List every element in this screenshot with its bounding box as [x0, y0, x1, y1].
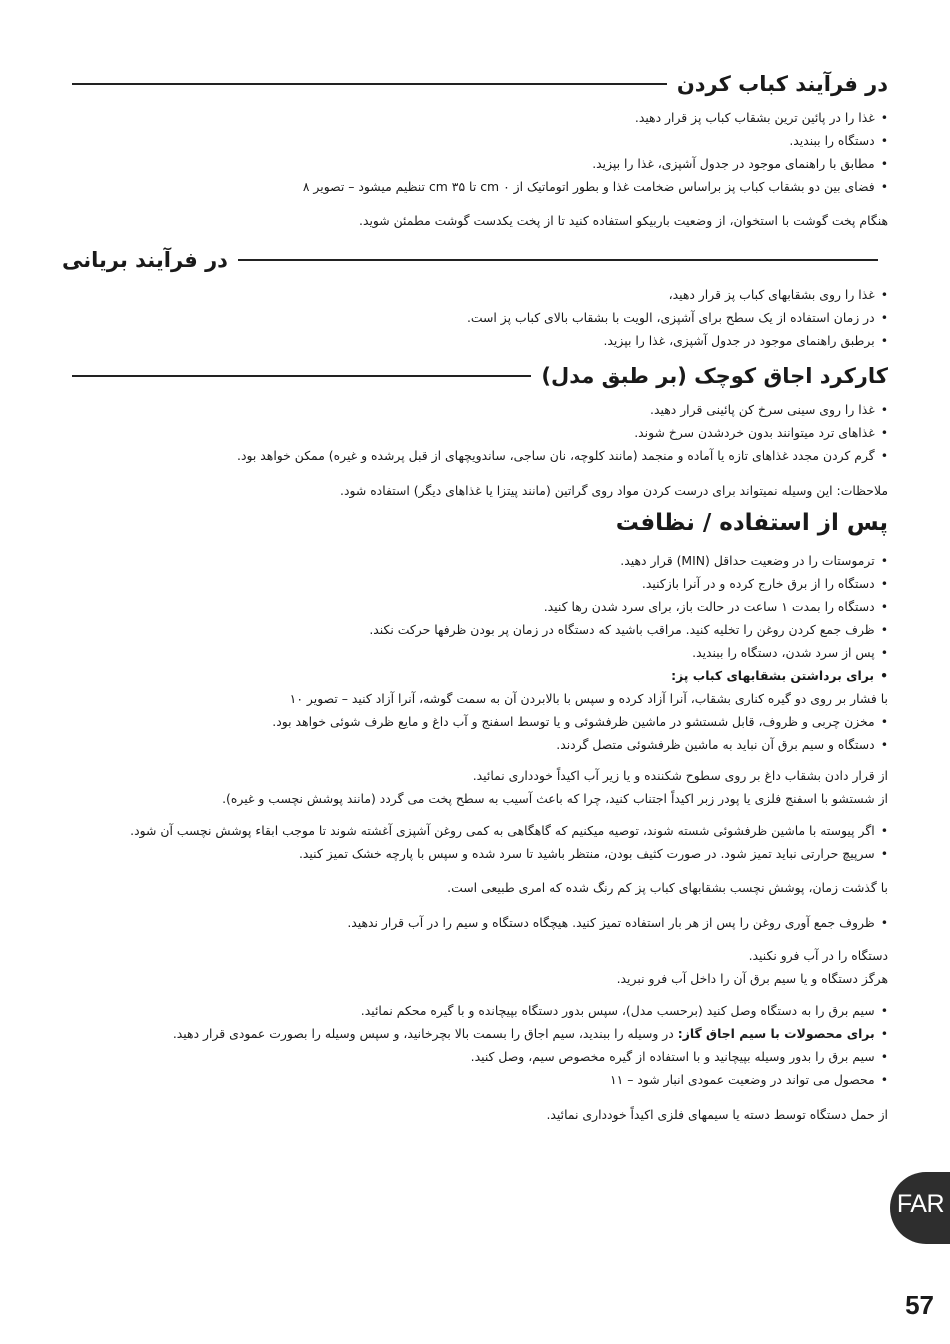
- list-item: • مخزن چربی و ظروف، قابل شستشو در ماشین ظرفشوئی و یا توسط اسفنج و آب داغ و مایع ظرف شوئی خواهد بود.: [62, 710, 888, 733]
- section-cleaning-immersion-warnings: [62, 944, 888, 990]
- note-text: ملاحظات: این وسیله نمیتواند برای درست کردن مواد روی گراتین (مانند پیتزا یا غذاهای دیگر) استفاده شود.: [340, 483, 888, 498]
- section-mini-oven-note: [62, 479, 888, 502]
- list-item: • اگر پیوسته با ماشین ظرفشوئی شسته شوند، توصیه میکنیم که گاهگاهی به کمی روغن آشپزی آغشته شوند تا موجب ابقاء پوشش نچسب آن شود.: [62, 819, 888, 842]
- list-item: • در زمان استفاده از یک سطح برای آشپزی، الویت با بشقاب بالای کباب پز است.: [62, 306, 888, 329]
- list-item: • برطبق راهنمای موجود در جدول آشپزی، غذا را بپزید.: [62, 329, 888, 352]
- note-text: هنگام پخت گوشت با استخوان، از وضعیت باربیکو استفاده کنید تا از پخت یکدست گوشت مطمئن شوید.: [359, 213, 888, 228]
- section-cleaning-warnings: [62, 764, 888, 810]
- list-item: • برای برداشتن بشقابهای کباب پز:: [62, 664, 888, 687]
- list-item: • غذا را روی بشقابهای کباب پز قرار دهید،: [62, 283, 888, 306]
- list-item: • ظرف جمع کردن روغن را تخلیه کنید. مراقب باشید که دستگاه در زمان پر بودن ظرفها حرکت نکند.: [62, 618, 888, 641]
- list-item: • محصول می تواند در وضعیت عمودی انبار شود – ۱۱: [62, 1068, 888, 1091]
- list-item: [62, 1022, 888, 1045]
- warning-text: از حمل دستگاه توسط دسته یا سیمهای فلزی اکیداً خودداری نمائید.: [546, 1107, 888, 1122]
- list-item: • غذا را روی سینی سرخ کن پائینی قرار دهید.: [62, 398, 888, 421]
- section-final-note: [62, 1103, 888, 1126]
- list-item: • پس از سرد شدن، دستگاه را ببندید.: [62, 641, 888, 664]
- section-heading-roasting: [62, 248, 888, 272]
- section-heading-grilling: [62, 72, 888, 96]
- section-title-grilling: در فرآیند کباب کردن: [676, 72, 888, 96]
- section-cleaning-drip-tray: [62, 911, 888, 934]
- list-item: • دستگاه را بمدت ۱ ساعت در حالت باز، برای سرد شدن رها کنید.: [62, 595, 888, 618]
- section-mini-oven-bullets: [62, 398, 888, 467]
- bold-lead: برای محصولات با سیم اجاق گاز:: [677, 1026, 875, 1041]
- list-item: • ترموستات را در وضعیت حداقل (MIN) قرار دهید.: [62, 549, 888, 572]
- section-cleaning-steps: [62, 549, 888, 756]
- heading-rule: [72, 375, 531, 377]
- heading-rule: [72, 83, 667, 85]
- section-title-cleaning: پس از استفاده / نظافت: [615, 510, 888, 536]
- list-item: • سیم برق را به دستگاه وصل کنید (برحسب مدل)، سپس بدور دستگاه بپیچانده و با گیره محکم نمائید.: [62, 999, 888, 1022]
- list-item: • غذا را در پائین ترین بشقاب کباب پز قرار دهید.: [62, 106, 888, 129]
- warning-text: دستگاه را در آب فرو نکنید.: [748, 948, 888, 963]
- warning-text: هرگز دستگاه و یا سیم برق آن را داخل آب فرو نبرید.: [616, 971, 888, 986]
- section-title-roasting: در فرآیند بریانی: [62, 248, 228, 272]
- section-grilling-note: [62, 209, 888, 232]
- language-tab-label: FAR: [896, 1190, 944, 1218]
- warning-text: از شستشو با اسفنج فلزی یا پودر زبر اکیداً اجتناب کنید، چرا که باعث آسیب به سطح پخت می گردد (مانند پوشش نچسب و غیره).: [222, 791, 888, 806]
- section-heading-mini-oven: [62, 364, 888, 388]
- list-item: • گرم کردن مجدد غذاهای تازه یا آماده و منجمد (مانند کلوچه، نان ساجی، ساندویچهای از قبل پرشده و غیره) ممکن خواهد بود.: [62, 444, 888, 467]
- list-item: • سیم برق را بدور وسیله بپیچانید و با استفاده از گیره مخصوص سیم، وصل کنید.: [62, 1045, 888, 1068]
- section-title-mini-oven: کارکرد اجاق کوچک (بر طبق مدل): [541, 364, 888, 388]
- page-number: 57: [905, 1290, 934, 1320]
- list-item: • سرپیچ حرارتی نباید تمیز شود. در صورت کثیف بودن، منتظر باشید تا سرد شده و سپس با پارچه خشک تمیز کنید.: [62, 842, 888, 865]
- list-item: • دستگاه و سیم برق آن نباید به ماشین ظرفشوئی متصل گردند.: [62, 733, 888, 756]
- list-item: • دستگاه را ببندید.: [62, 129, 888, 152]
- list-item: • فضای بین دو بشقاب کباب پز براساس ضخامت غذا و بطور اتوماتیک از ۰ cm تا ۳۵ cm تنظیم میشود – تصویر ۸: [62, 175, 888, 198]
- section-storage-steps: [62, 999, 888, 1091]
- list-item: • ظروف جمع آوری روغن را پس از هر بار استفاده تمیز کنید. هیچگاه دستگاه و سیم را در آب قرار ندهید.: [62, 911, 888, 934]
- note-text: با گذشت زمان، پوشش نچسب بشقابهای کباب پز کم رنگ شده که امری طبیعی است.: [447, 880, 888, 895]
- section-grilling-bullets: [62, 106, 888, 198]
- list-item-continued: با فشار بر روی دو گیره کناری بشقاب، آنرا آزاد کرده و سپس با بالابردن آن به سمت گوشه، آنرا آزاد کنید – تصویر ۱۰: [289, 691, 888, 706]
- list-item-text: در وسیله را ببندید، سیم اجاق را بسمت بالا بچرخانید، و سپس وسیله را بصورت عمودی قرار دهید.: [172, 1026, 674, 1041]
- section-roasting-bullets: [62, 283, 888, 352]
- list-item: • مطابق با راهنمای موجود در جدول آشپزی، غذا را بپزید.: [62, 152, 888, 175]
- heading-rule: [238, 259, 878, 261]
- list-item: • غذاهای ترد میتوانند بدون خردشدن سرخ شوند.: [62, 421, 888, 444]
- list-item: • دستگاه را از برق خارج کرده و در آنرا بازکنید.: [62, 572, 888, 595]
- section-cleaning-note: [62, 876, 888, 899]
- warning-text: از قرار دادن بشقاب داغ بر روی سطوح شکننده و یا زیر آب اکیداً خودداری نمائید.: [472, 768, 888, 783]
- section-cleaning-tips: [62, 819, 888, 865]
